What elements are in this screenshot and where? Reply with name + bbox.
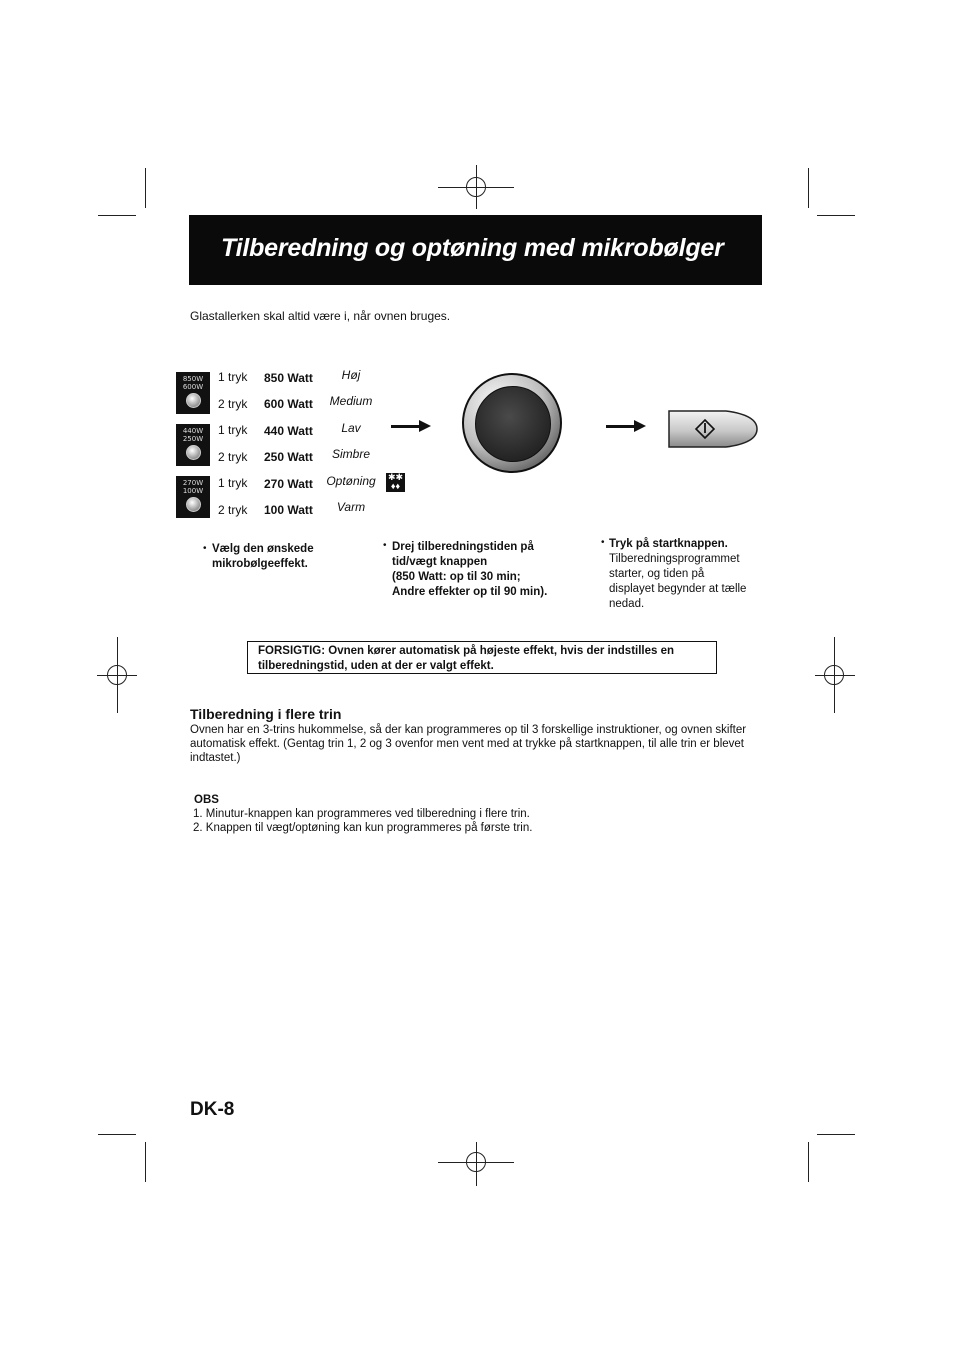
step-1-text [212, 542, 314, 572]
wattage: 100 Watt [264, 503, 313, 517]
crop-mark [145, 168, 146, 208]
crop-mark [817, 215, 855, 216]
warning-line: FORSIGTIG: Ovnen kører automatisk på højeste effekt, hvis der indstilles en [258, 645, 675, 657]
press-count: 2 tryk [218, 503, 248, 517]
obs-item: 1. Minutur-knappen kan programmeres ved tilberedning i flere trin. [193, 808, 530, 820]
power-level: Optøning [326, 474, 376, 488]
wattage: 850 Watt [264, 371, 313, 385]
page-title: Tilberedning og optøning med mikrobølger [221, 234, 724, 262]
registration-mark [466, 177, 486, 197]
step-line: Tilberedningsprogrammet [609, 553, 740, 565]
power-label-bottom: 250W [182, 435, 204, 443]
wattage: 250 Watt [264, 450, 313, 464]
press-count: 1 tryk [218, 370, 248, 384]
section-text: Ovnen har en 3-trins hukommelse, så der kan programmeres op til 3 forskellige instruktioner, og ovnen skifter automatisk effekt. (Gentag trin 1, 2 og 3 ovenfor men vent med at trykke på startknappen, til alle trin er blevet indtastet.) [190, 724, 747, 764]
warning-line: tilberedningstid, uden at der er valgt effekt. [258, 660, 494, 672]
crop-mark [817, 1134, 855, 1135]
obs-item: 2. Knappen til vægt/optøning kan kun programmeres på første trin. [193, 822, 533, 834]
dial-center [475, 386, 551, 462]
step-line: Tryk på startknappen. [609, 538, 728, 550]
wattage: 600 Watt [264, 397, 313, 411]
step-line: Vælg den ønskede [212, 543, 314, 555]
registration-mark [466, 1152, 486, 1172]
bullet-icon: • [203, 543, 207, 554]
power-label-top: 440W [182, 427, 204, 435]
crop-mark [98, 215, 136, 216]
power-button-850-600[interactable] [176, 372, 210, 414]
step-line: (850 Watt: op til 30 min; [392, 571, 521, 583]
power-button-440-250[interactable] [176, 424, 210, 466]
press-count: 1 tryk [218, 423, 248, 437]
power-label-bottom: 600W [182, 383, 204, 391]
start-button[interactable] [668, 409, 758, 449]
arrow-right-icon [606, 425, 636, 428]
step-line: mikrobølgeeffekt. [212, 558, 308, 570]
step-2-text [392, 540, 547, 600]
registration-mark [824, 665, 844, 685]
power-level: Simbre [331, 447, 370, 461]
knob-icon [186, 445, 201, 460]
power-level: Høj [341, 368, 361, 382]
arrow-right-icon [391, 425, 421, 428]
crop-mark [98, 1134, 136, 1135]
step-line: Drej tilberedningstiden på [392, 541, 534, 553]
power-level: Lav [341, 421, 361, 435]
power-button-270-100[interactable] [176, 476, 210, 518]
page-number: DK-8 [190, 1099, 235, 1120]
step-line: displayet begynder at tælle [609, 583, 747, 595]
step-3-text [609, 537, 746, 612]
title-bar [189, 215, 762, 285]
power-level: Medium [329, 394, 373, 408]
warning-box [247, 641, 717, 674]
obs-title: OBS [194, 794, 219, 806]
crop-mark [145, 1142, 146, 1182]
press-count: 2 tryk [218, 397, 248, 411]
power-label-top: 270W [182, 479, 204, 487]
step-line: tid/vægt knappen [392, 556, 488, 568]
crop-mark [808, 168, 809, 208]
bullet-icon: • [383, 540, 387, 551]
knob-icon [186, 393, 201, 408]
step-line: starter, og tiden på [609, 568, 705, 580]
press-count: 2 tryk [218, 450, 248, 464]
intro-text: Glastallerken skal altid være i, når ovnen bruges. [190, 309, 451, 323]
step-line: nedad. [609, 598, 645, 610]
time-weight-dial[interactable] [462, 373, 562, 473]
power-label-bottom: 100W [182, 487, 204, 495]
wattage: 270 Watt [264, 477, 313, 491]
power-label-top: 850W [182, 375, 204, 383]
crop-mark [808, 1142, 809, 1182]
defrost-icon: ✱✱ ♦♦ [387, 472, 404, 491]
knob-icon [186, 497, 201, 512]
press-count: 1 tryk [218, 476, 248, 490]
wattage: 440 Watt [264, 424, 313, 438]
section-title: Tilberedning i flere trin [190, 706, 342, 722]
power-level: Varm [336, 500, 366, 514]
registration-mark [107, 665, 127, 685]
step-line: Andre effekter op til 90 min). [392, 586, 548, 598]
bullet-icon: • [601, 537, 605, 548]
